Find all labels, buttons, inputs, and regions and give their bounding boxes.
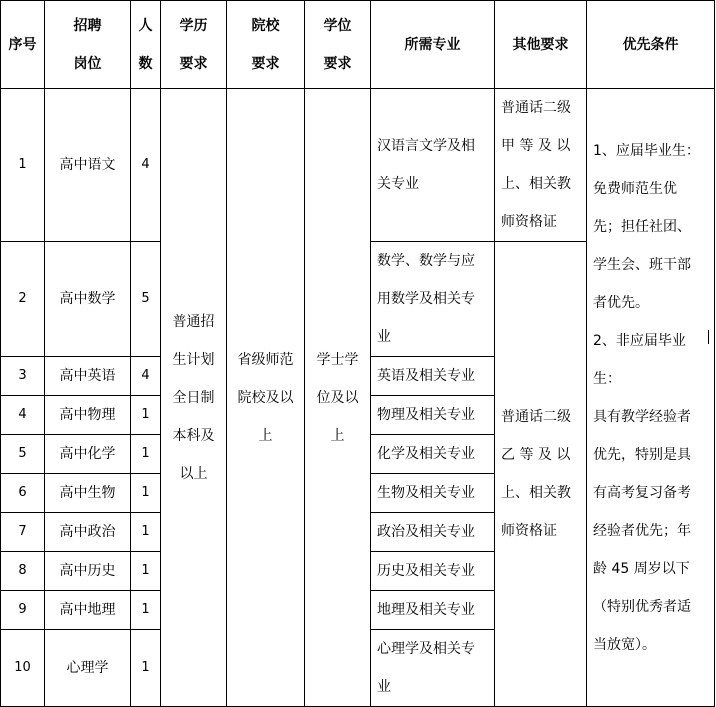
- school-requirement: 省级师范 院校及以 上: [227, 89, 305, 707]
- row-major: 英语及相关专业: [371, 357, 495, 396]
- row-major: 心理学及相关专 业: [371, 630, 495, 707]
- row-position: 高中地理: [45, 591, 131, 630]
- row-seq: 3: [1, 357, 45, 396]
- row-seq: 9: [1, 591, 45, 630]
- row-count: 4: [131, 357, 161, 396]
- row-count: 1: [131, 435, 161, 474]
- row-count: 1: [131, 513, 161, 552]
- row-count: 1: [131, 591, 161, 630]
- header-position: 招聘 岗位: [45, 1, 131, 89]
- row-position: 高中化学: [45, 435, 131, 474]
- row-major: 生物及相关专业: [371, 474, 495, 513]
- header-degree: 学位 要求: [305, 1, 371, 89]
- header-seq: 序号: [1, 1, 45, 89]
- row-seq: 4: [1, 396, 45, 435]
- row-major: 地理及相关专业: [371, 591, 495, 630]
- row-count: 1: [131, 630, 161, 707]
- priority-conditions: 1、应届毕业生： 免费师范生优 先；担任社团、 学生会、班干部 者优先。 2、非应届毕业 生： 具有教学经验者 优先，特别是具 有高考复习备考 经验者优先；年 龄 45 周岁以下 （特别优秀者适 当放宽）。: [587, 89, 715, 707]
- header-count: 人 数: [131, 1, 161, 89]
- row-count: 5: [131, 242, 161, 357]
- resize-marker: [708, 330, 709, 344]
- education-requirement: 普通招 生计划 全日制 本科及 以上: [161, 89, 227, 707]
- row-seq: 2: [1, 242, 45, 357]
- row-major: 历史及相关专业: [371, 552, 495, 591]
- header-priority: 优先条件: [587, 1, 715, 89]
- header-major: 所需专业: [371, 1, 495, 89]
- row-count: 1: [131, 552, 161, 591]
- row-position: 高中政治: [45, 513, 131, 552]
- row-position: 高中英语: [45, 357, 131, 396]
- header-school: 院校 要求: [227, 1, 305, 89]
- row-seq: 6: [1, 474, 45, 513]
- row-major: 化学及相关专业: [371, 435, 495, 474]
- row-seq: 5: [1, 435, 45, 474]
- row-major: 数学、数学与应 用数学及相关专 业: [371, 242, 495, 357]
- row-major: 政治及相关专业: [371, 513, 495, 552]
- row-seq: 8: [1, 552, 45, 591]
- other-requirement-rest: 普通话二级 乙 等 及 以 上、相关教 师资格证: [495, 242, 587, 707]
- header-education: 学历 要求: [161, 1, 227, 89]
- row-seq: 1: [1, 89, 45, 242]
- row-position: 心理学: [45, 630, 131, 707]
- row-position: 高中生物: [45, 474, 131, 513]
- row-major: 物理及相关专业: [371, 396, 495, 435]
- row-seq: 10: [1, 630, 45, 707]
- header-row: [1, 1, 715, 89]
- row-position: 高中语文: [45, 89, 131, 242]
- row-position: 高中物理: [45, 396, 131, 435]
- row-major: 汉语言文学及相 关专业: [371, 89, 495, 242]
- other-requirement-first: 普通话二级 甲 等 及 以 上、相关教 师资格证: [495, 89, 587, 242]
- header-other: 其他要求: [495, 1, 587, 89]
- degree-requirement: 学士学 位及以 上: [305, 89, 371, 707]
- table-row: [1, 89, 715, 242]
- row-position: 高中历史: [45, 552, 131, 591]
- row-position: 高中数学: [45, 242, 131, 357]
- row-count: 4: [131, 89, 161, 242]
- row-seq: 7: [1, 513, 45, 552]
- row-count: 1: [131, 396, 161, 435]
- row-count: 1: [131, 474, 161, 513]
